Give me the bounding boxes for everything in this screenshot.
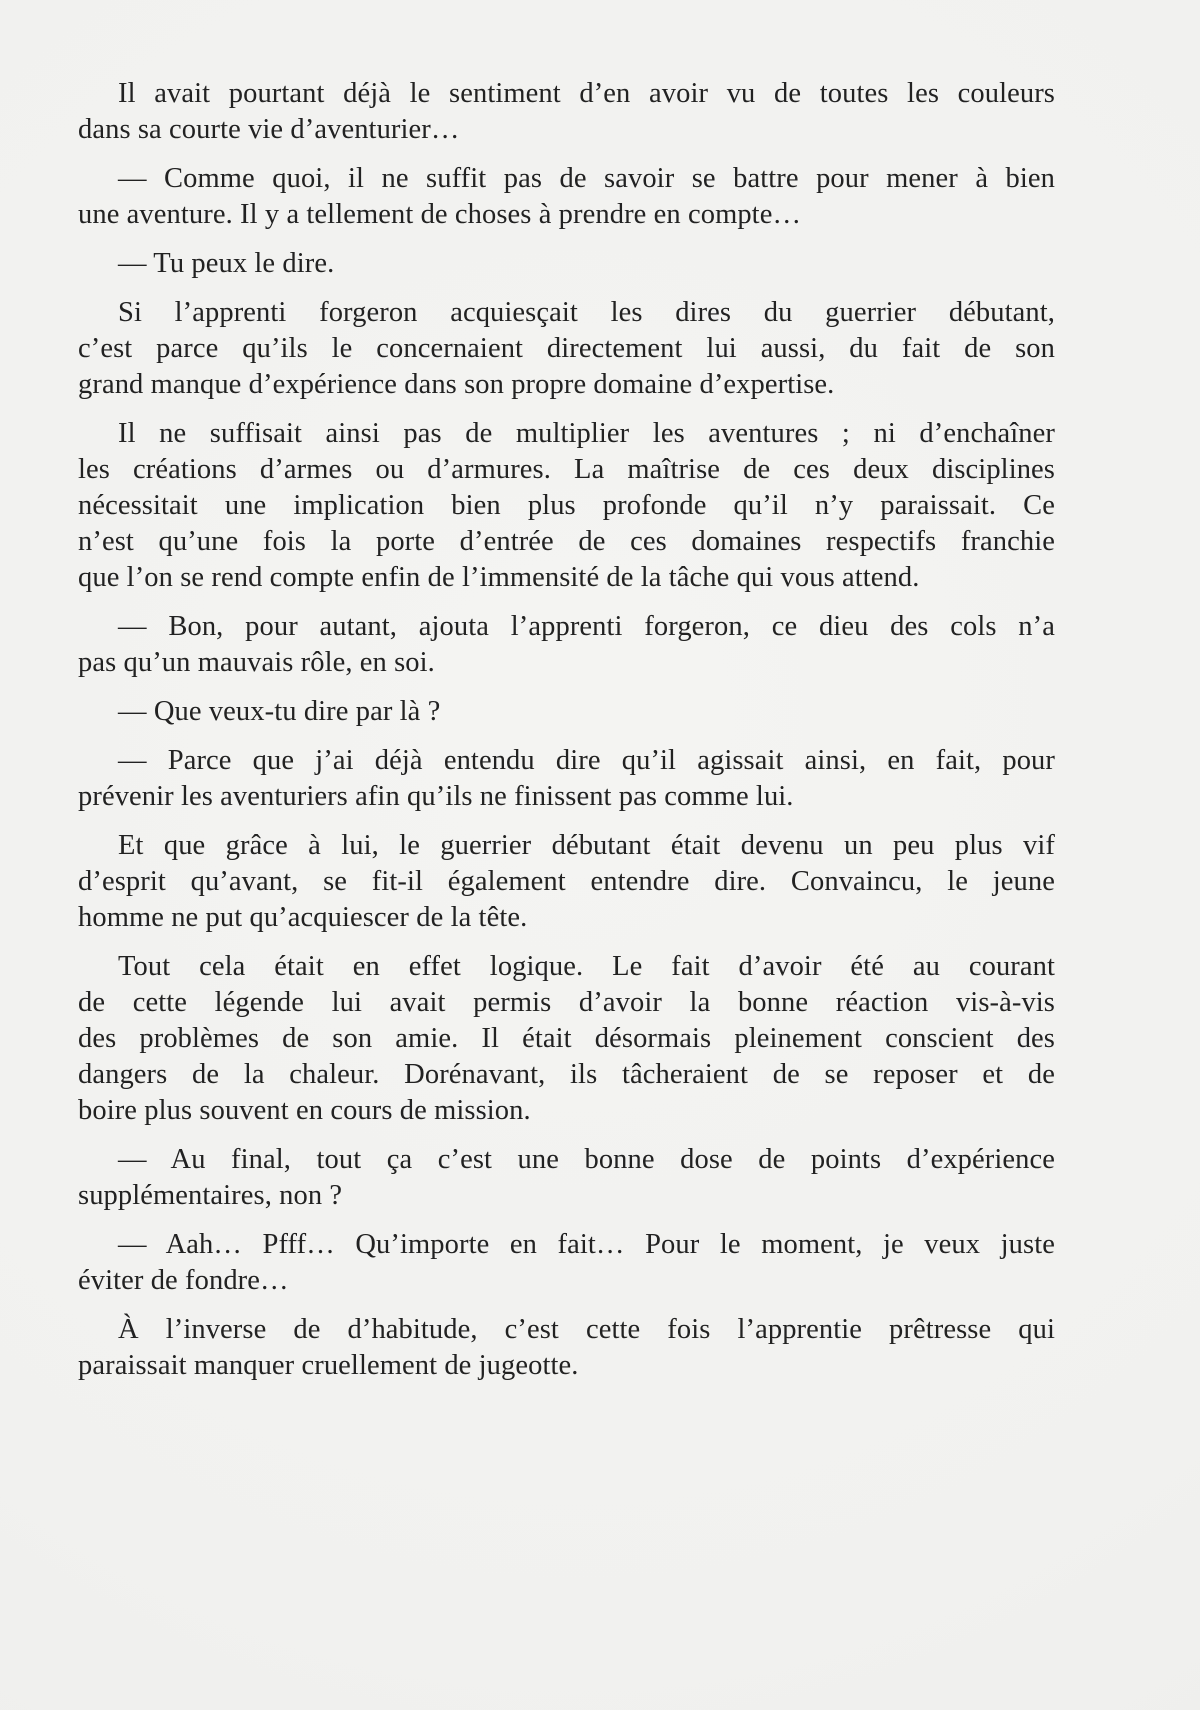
text-line: — Parce que j’ai déjà entendu dire qu’il agissait ainsi, en fait, pour (118, 745, 1055, 776)
paragraph (78, 295, 1055, 403)
text-line: dangers de la chaleur. Dorénavant, ils tâcheraient de se reposer et de (78, 1059, 1055, 1090)
paragraph (78, 828, 1055, 936)
text-line: — Bon, pour autant, ajouta l’apprenti forgeron, ce dieu des cols n’a (118, 611, 1055, 642)
paragraph (78, 949, 1055, 1129)
text-line: homme ne put qu’acquiescer de la tête. (78, 902, 528, 933)
text-line: d’esprit qu’avant, se fit-il également entendre dire. Convaincu, le jeune (78, 866, 1055, 897)
dialogue-paragraph (78, 246, 1055, 282)
text-line: pas qu’un mauvais rôle, en soi. (78, 647, 435, 678)
text-line: supplémentaires, non ? (78, 1180, 343, 1211)
text-line: éviter de fondre… (78, 1265, 289, 1296)
text-line: — Aah… Pfff… Qu’importe en fait… Pour le moment, je veux juste (118, 1229, 1055, 1260)
page-text (78, 76, 1055, 1397)
text-line: Il ne suffisait ainsi pas de multiplier les aventures ; ni d’enchaîner (118, 418, 1055, 449)
text-line: que l’on se rend compte enfin de l’immensité de la tâche qui vous attend. (78, 562, 920, 593)
text-line: boire plus souvent en cours de mission. (78, 1095, 531, 1126)
text-line: des problèmes de son amie. Il était désormais pleinement conscient des (78, 1023, 1055, 1054)
text-line: Et que grâce à lui, le guerrier débutant était devenu un peu plus vif (118, 830, 1055, 861)
text-line: — Au final, tout ça c’est une bonne dose de points d’expérience (118, 1144, 1055, 1175)
text-line: c’est parce qu’ils le concernaient directement lui aussi, du fait de son (78, 333, 1055, 364)
text-line: Si l’apprenti forgeron acquiesçait les dires du guerrier débutant, (118, 297, 1055, 328)
text-line: les créations d’armes ou d’armures. La maîtrise de ces deux disciplines (78, 454, 1055, 485)
text-line: paraissait manquer cruellement de jugeotte. (78, 1350, 579, 1381)
text-line: Il avait pourtant déjà le sentiment d’en avoir vu de toutes les couleurs (118, 78, 1055, 109)
text-line: À l’inverse de d’habitude, c’est cette fois l’apprentie prêtresse qui (118, 1314, 1055, 1345)
text-line: n’est qu’une fois la porte d’entrée de ces domaines respectifs franchie (78, 526, 1055, 557)
paragraph (78, 76, 1055, 148)
text-line: une aventure. Il y a tellement de choses à prendre en compte… (78, 199, 802, 230)
text-line: — Tu peux le dire. (118, 248, 335, 279)
dialogue-paragraph (78, 609, 1055, 681)
dialogue-paragraph (78, 743, 1055, 815)
dialogue-paragraph (78, 694, 1055, 730)
paragraph (78, 416, 1055, 596)
text-line: grand manque d’expérience dans son propre domaine d’expertise. (78, 369, 835, 400)
text-line: prévenir les aventuriers afin qu’ils ne finissent pas comme lui. (78, 781, 794, 812)
paragraph (78, 1312, 1055, 1384)
dialogue-paragraph (78, 1142, 1055, 1214)
text-line: Tout cela était en effet logique. Le fait d’avoir été au courant (118, 951, 1055, 982)
dialogue-paragraph (78, 161, 1055, 233)
text-line: nécessitait une implication bien plus profonde qu’il n’y paraissait. Ce (78, 490, 1055, 521)
text-line: de cette légende lui avait permis d’avoir la bonne réaction vis-à-vis (78, 987, 1055, 1018)
text-line: — Que veux-tu dire par là ? (118, 696, 441, 727)
dialogue-paragraph (78, 1227, 1055, 1299)
text-line: dans sa courte vie d’aventurier… (78, 114, 460, 145)
text-line: — Comme quoi, il ne suffit pas de savoir se battre pour mener à bien (118, 163, 1055, 194)
